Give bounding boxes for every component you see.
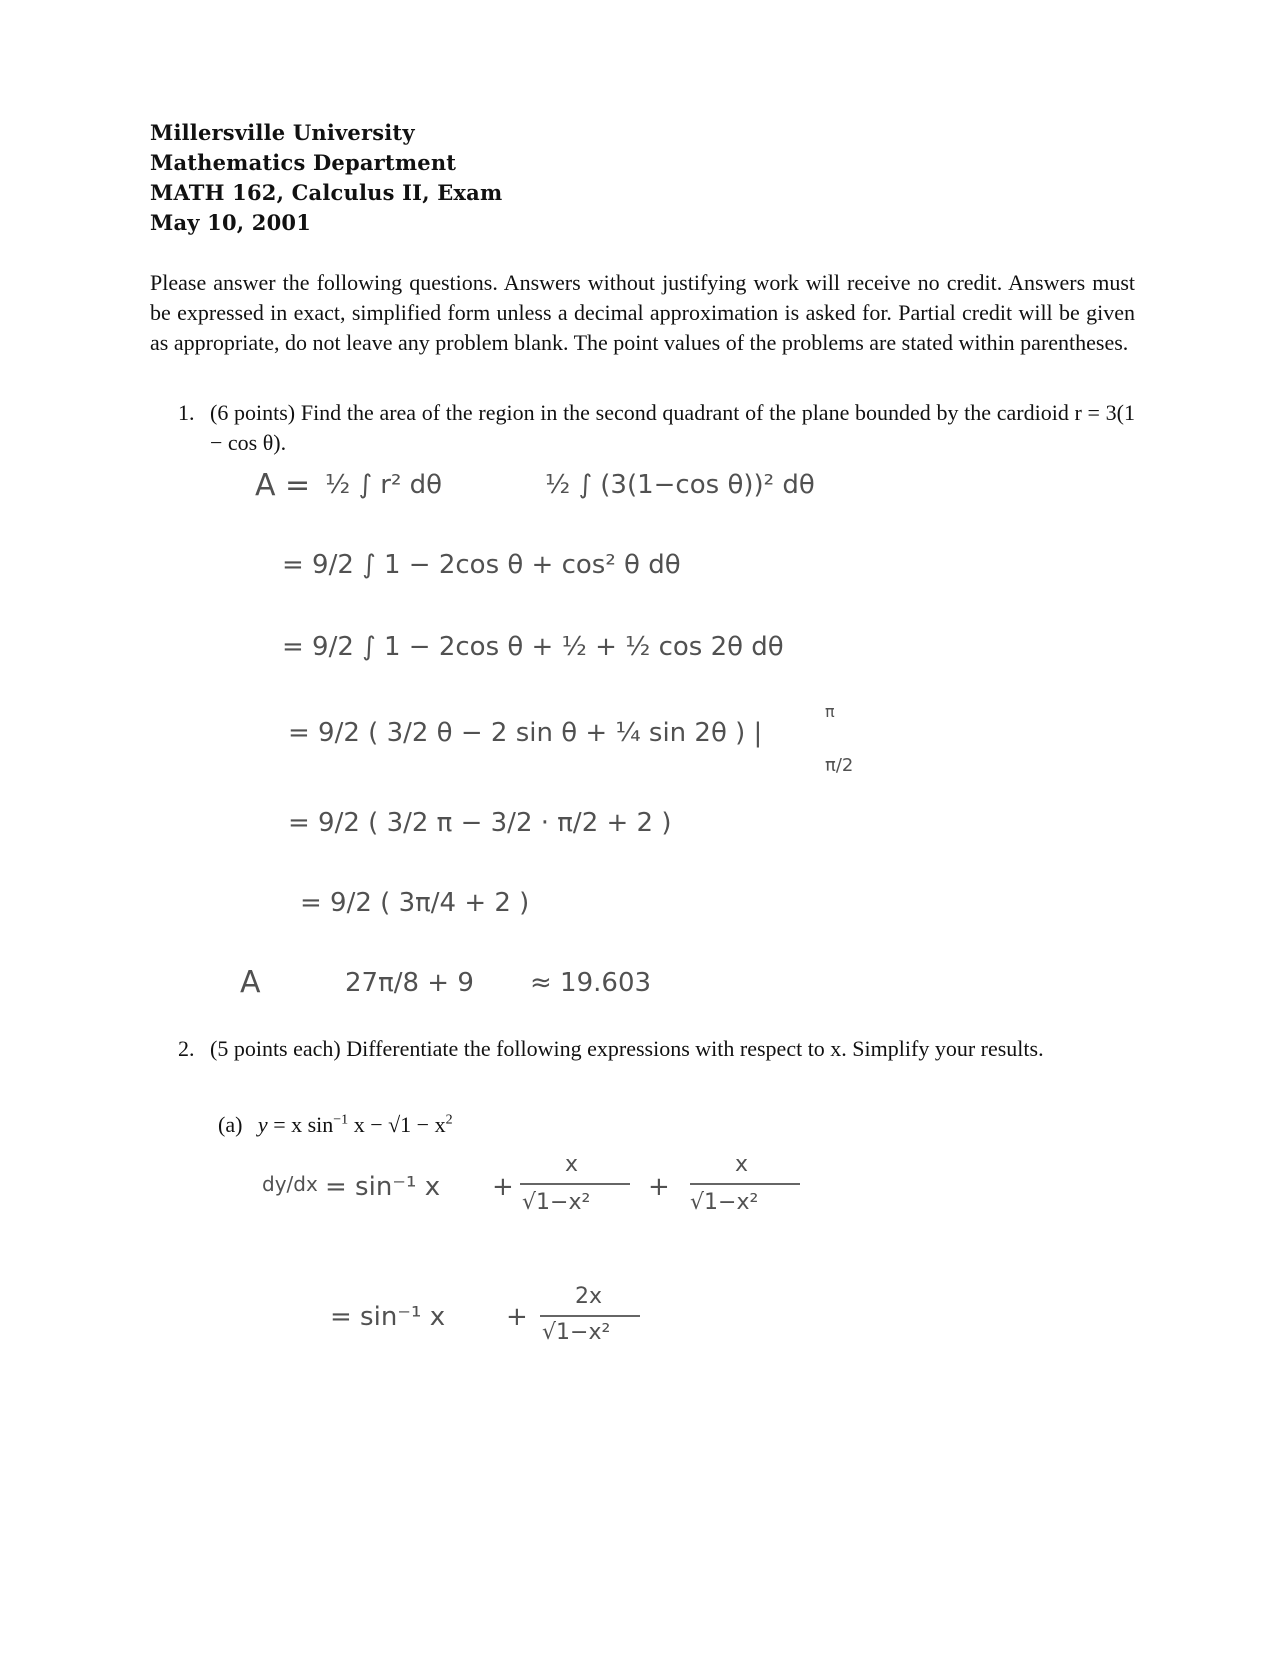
exam-date: May 10, 2001 [150,210,312,235]
hw-p1-line4: = 9/2 ( 3/2 θ − 2 sin θ + ¼ sin 2θ ) | [288,718,763,748]
hw-p1-line5: = 9/2 ( 3/2 π − 3/2 · π/2 + 2 ) [288,808,672,838]
hw-p2-line2-a: = sin⁻¹ x [330,1302,446,1332]
problem-2a-expr-mid: = x sin [273,1112,334,1137]
hw-p2-line2-num: 2x [575,1284,603,1309]
hw-p1-lower-limit: π/2 [825,755,854,776]
hw-p2-line2-plus: + [506,1302,528,1332]
problem-1-text: (6 points) Find the area of the region in the second quadrant of the plane bounded by the cardioid r = 3(1 − cos θ). [210,400,1135,455]
problem-2-text: (5 points each) Differentiate the following expressions with respect to x. Simplify your results. [210,1036,1044,1061]
university-name: Millersville University [150,120,415,145]
exam-header [150,118,502,238]
problem-2-number: 2. [178,1036,195,1061]
hw-p1-line1-c: ½ ∫ (3(1−cos θ))² dθ [545,470,815,500]
hw-p1-line6: = 9/2 ( 3π/4 + 2 ) [300,888,530,918]
hw-p1-line7-a: A [240,965,261,1000]
hw-p1-line1-a: A = [255,468,311,503]
problem-2a-expr-tail: x − √1 − x [353,1112,446,1137]
problem-1 [178,398,1135,458]
problem-2a-label: (a) [218,1112,243,1137]
problem-2a-inverse-exp: −1 [333,1112,349,1128]
hw-p1-line3: = 9/2 ∫ 1 − 2cos θ + ½ + ½ cos 2θ dθ [282,632,784,662]
hw-p2-frac1-num: x [565,1152,579,1177]
problem-1-number: 1. [178,400,195,425]
hw-p2-frac1-den: √1−x² [522,1190,591,1215]
hw-p2-frac2-den: √1−x² [690,1190,759,1215]
hw-p1-line7-c: ≈ 19.603 [530,968,652,998]
hw-p2-line1-a: = sin⁻¹ x [325,1172,441,1202]
instructions: Please answer the following questions. Answers without justifying work will receive no credit. Answers must be expressed in exact, simplified form unless a decimal approximation is asked for. Partial credit will be given as appropriate, do not leave any problem blank. The point values of the problems are stated within parentheses. [150,270,1135,355]
problem-2a-y: y [257,1112,268,1137]
department-name: Mathematics Department [150,150,457,175]
hw-p2-dydx: dy/dx [262,1172,318,1196]
hw-p2-line2-bar [540,1314,640,1318]
problem-2a [218,1112,453,1138]
problem-2a-square-exp: 2 [445,1112,453,1128]
hw-p2-frac1-bar [520,1182,630,1186]
hw-p2-line1-plus2: + [648,1172,670,1202]
hw-p2-frac2-num: x [735,1152,749,1177]
hw-p2-frac2-bar [690,1182,800,1186]
hw-p1-line2: = 9/2 ∫ 1 − 2cos θ + cos² θ dθ [282,550,681,580]
hw-p2-line2-den: √1−x² [542,1320,611,1345]
course-title: MATH 162, Calculus II, Exam [150,180,503,205]
hw-p2-line1-plus1: + [492,1172,514,1202]
hw-p1-line7-b: 27π/8 + 9 [345,968,474,998]
problem-2 [178,1034,1135,1064]
hw-p1-line1-b: ½ ∫ r² dθ [325,470,443,500]
hw-p1-upper-limit: π [825,702,835,721]
